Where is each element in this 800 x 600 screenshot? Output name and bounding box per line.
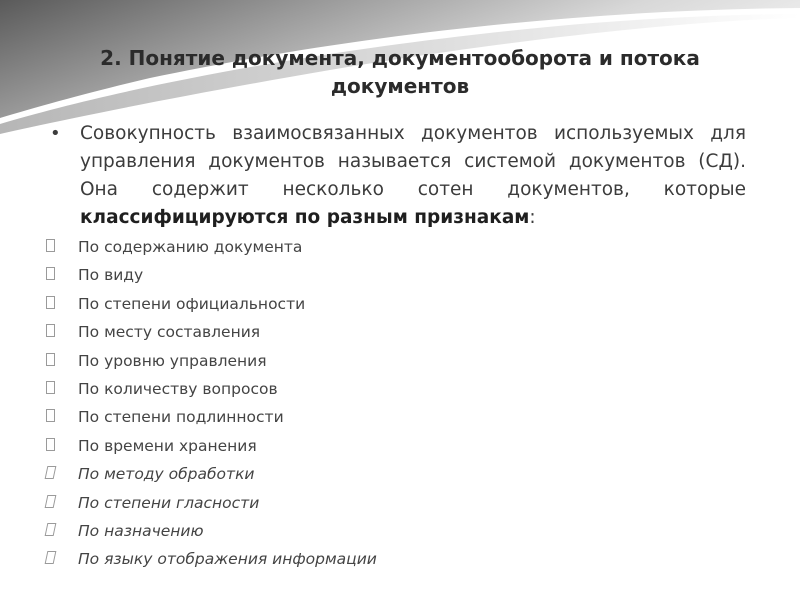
list-item-label: По степени гласности [78,493,260,512]
list-item-label: По назначению [78,521,204,540]
box-bullet-icon [45,495,57,508]
list-item [0,460,800,488]
classification-list [0,233,800,574]
list-item-label: По степени официальности [78,294,306,313]
list-item-label: По методу обработки [78,465,255,484]
box-bullet-icon [45,551,57,564]
list-item [0,489,800,517]
list-item [0,432,800,460]
list-item [0,403,800,431]
list-item [0,375,800,403]
list-item [0,261,800,289]
list-item-label: По виду [78,266,144,285]
box-bullet-icon [45,466,57,479]
list-item-label: По уровню управления [78,351,267,370]
list-item-label: По месту составления [78,323,261,342]
box-bullet-icon [46,353,55,366]
list-item [0,517,800,545]
intro-text: Совокупность взаимосвязанных документов используемых для управления документов называется системой документов (СД). Она содержит несколько сотен документов, которые [80,123,746,200]
list-item-label: По количеству вопросов [78,379,278,398]
intro-tail: : [529,207,536,228]
list-item [0,290,800,318]
box-bullet-icon [46,239,55,252]
list-item-label: По содержанию документа [78,238,303,256]
list-item [0,318,800,346]
list-item [0,233,800,261]
box-bullet-icon [46,438,55,451]
box-bullet-icon [45,523,57,536]
box-bullet-icon [46,296,55,309]
box-bullet-icon [46,409,55,422]
list-item-label: По языку отображения информации [78,550,377,569]
box-bullet-icon [46,324,55,337]
box-bullet-icon [46,381,55,394]
list-item [0,545,800,573]
intro-paragraph [80,120,746,232]
box-bullet-icon [46,267,55,280]
list-item-label: По степени подлинности [78,408,284,427]
list-item [0,347,800,375]
bullet-dot-icon: • [50,123,61,144]
intro-bold-text: классифицируются по разным признакам [80,207,530,228]
list-item-label: По времени хранения [78,436,257,455]
slide-title: 2. Понятие документа, документооборота и потока документов [100,46,700,98]
